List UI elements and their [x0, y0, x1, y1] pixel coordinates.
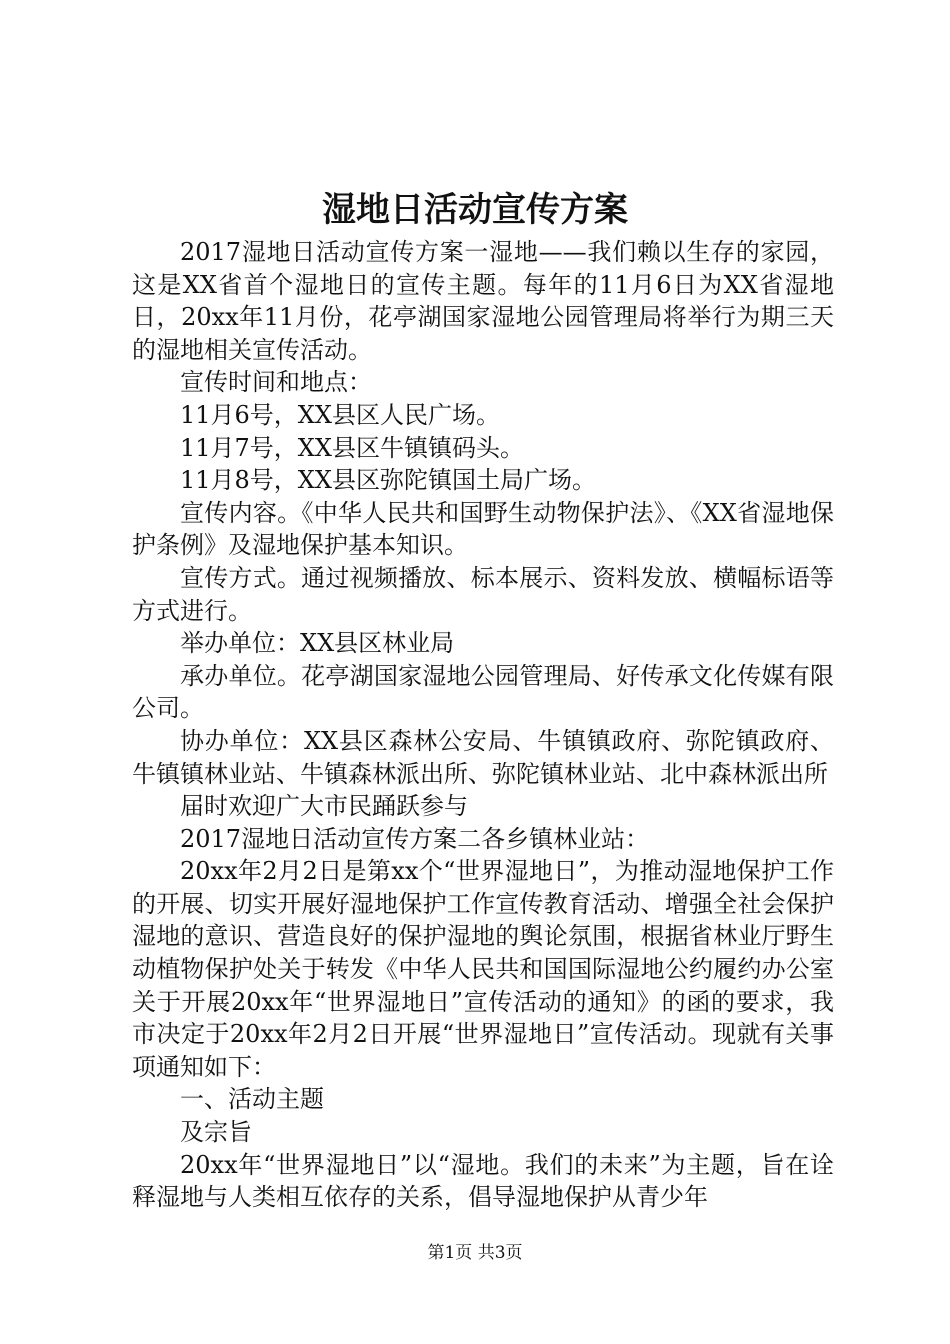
paragraph-section-one: 一、活动主题	[180, 1085, 324, 1114]
paragraph-plan-two-body: 20xx年2月2日是第xx个“世界湿地日”，为推动湿地保护工作的开展、切实开展好湿地保护工作宣传教育活动、增强全社会保护湿地的意识、营造良好的保护湿地的舆论氛围，根据省林业厅野生动植物保护处关于转发《中华人民共和国国际湿地公约履约办公室关于开展20xx年“世界湿地日”宣传活动的通知》的函的要求，我市决定于20xx年2月2日开展“世界湿地日”宣传活动。现就有关事项通知如下：	[132, 857, 834, 1081]
paragraph-date-2: 11月7号，XX县区牛镇镇码头。	[180, 433, 524, 462]
paragraph-purpose: 及宗旨	[180, 1118, 252, 1147]
paragraph-host: 举办单位：XX县区林业局	[180, 629, 455, 658]
paragraph-date-1: 11月6号，XX县区人民广场。	[180, 400, 500, 429]
paragraph-co-organizer: 协办单位：XX县区森林公安局、牛镇镇政府、弥陀镇政府、牛镇镇林业站、牛镇森林派出所、弥陀镇林业站、北中森林派出所	[132, 726, 834, 788]
paragraph-welcome: 届时欢迎广大市民踊跃参与	[180, 792, 468, 821]
paragraph-method: 宣传方式。通过视频播放、标本展示、资料发放、横幅标语等方式进行。	[132, 563, 834, 625]
paragraph-intro: 2017湿地日活动宣传方案一湿地——我们赖以生存的家园，这是XX省首个湿地日的宣传主题。每年的11月6日为XX省湿地日，20xx年11月份，花亭湖国家湿地公园管理局将举行为期三天的湿地相关宣传活动。	[132, 238, 834, 364]
paragraph-theme: 20xx年“世界湿地日”以“湿地。我们的未来”为主题，旨在诠释湿地与人类相互依存的关系，倡导湿地保护从青少年	[132, 1150, 834, 1212]
paragraph-date-3: 11月8号，XX县区弥陀镇国土局广场。	[180, 466, 596, 495]
document-body	[132, 236, 834, 1214]
paragraph-time-place-heading: 宣传时间和地点：	[180, 368, 372, 397]
document-title: 湿地日活动宣传方案	[322, 190, 628, 230]
paragraph-organizer: 承办单位。花亭湖国家湿地公园管理局、好传承文化传媒有限公司。	[132, 661, 834, 723]
paragraph-content: 宣传内容。《中华人民共和国野生动物保护法》、《XX省湿地保护条例》及湿地保护基本知识。	[132, 498, 834, 560]
paragraph-plan-two-heading: 2017湿地日活动宣传方案二各乡镇林业站：	[180, 824, 650, 853]
page-footer: 第1页 共3页	[427, 1243, 523, 1263]
